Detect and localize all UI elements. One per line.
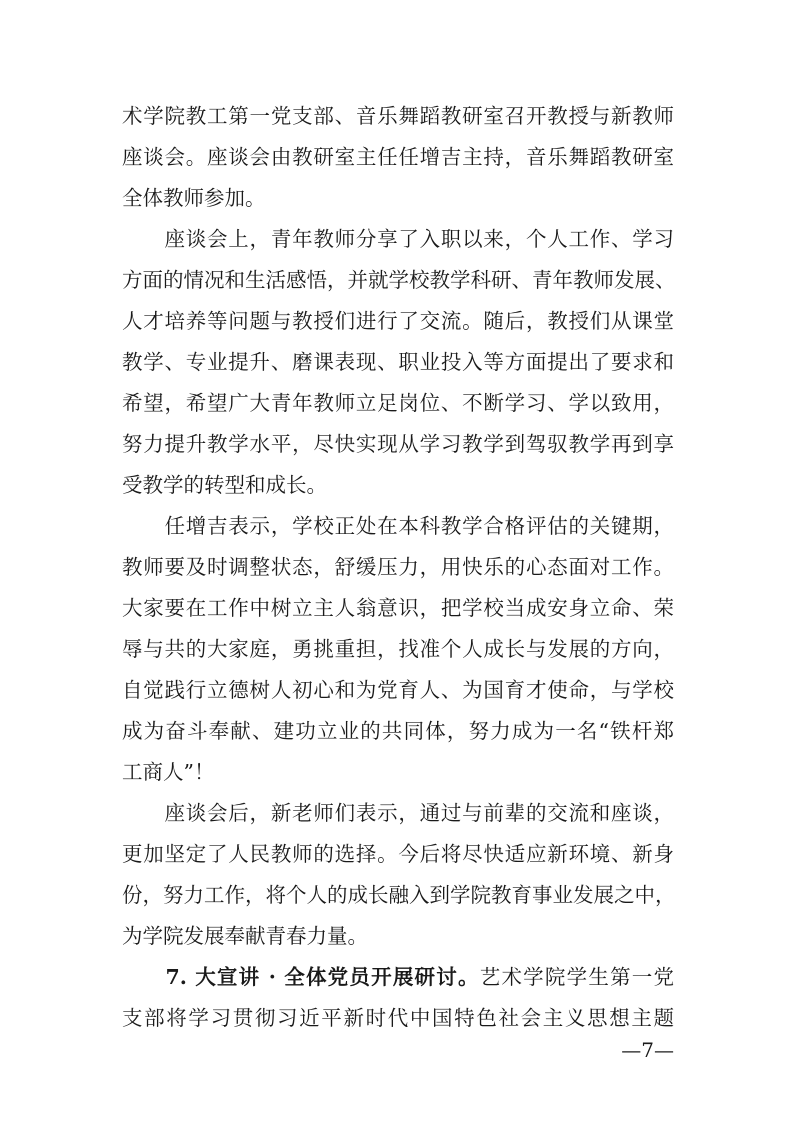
paragraph-line: 座谈会。座谈会由教研室主任任增吉主持，音乐舞蹈教研室 [122, 145, 674, 169]
paragraph-line: 支部将学习贯彻习近平新时代中国特色社会主义思想主题 [122, 1006, 674, 1030]
section-7-text: 艺术学院学生第一党 [479, 965, 675, 989]
paragraph-line: 自觉践行立德树人初心和为党育人、为国育才使命，与学校 [122, 678, 674, 702]
paragraph-line: 工商人”！ [122, 760, 215, 784]
paragraph-line: 成为奋斗奉献、建功立业的共同体，努力成为一名“铁杆郑 [122, 719, 674, 743]
section-7-line [122, 961, 674, 993]
paragraph-line: 受教学的转型和成长。 [122, 473, 327, 497]
paragraph-line: 全体教师参加。 [122, 186, 266, 210]
paragraph-line: 为学院发展奉献青春力量。 [122, 924, 368, 948]
paragraph-line: 人才培养等问题与教授们进行了交流。随后，教授们从课堂 [122, 309, 674, 333]
paragraph-line: 份，努力工作，将个人的成长融入到学院教育事业发展之中， [122, 883, 676, 907]
paragraph-line: 任增吉表示，学校正处在本科教学合格评估的关键期， [122, 514, 674, 538]
paragraph-line: 教师要及时调整状态，舒缓压力，用快乐的心态面对工作。 [122, 555, 674, 579]
paragraph-line: 教学、专业提升、磨课表现、职业投入等方面提出了要求和 [122, 350, 674, 374]
paragraph-line: 努力提升教学水平，尽快实现从学习教学到驾驭教学再到享 [122, 432, 674, 456]
paragraph-line: 辱与共的大家庭，勇挑重担，找准个人成长与发展的方向， [122, 637, 674, 661]
paragraph-line: 术学院教工第一党支部、音乐舞蹈教研室召开教授与新教师 [122, 104, 674, 128]
paragraph-line: 座谈会后，新老师们表示，通过与前辈的交流和座谈， [122, 801, 674, 825]
paragraph-line: 更加坚定了人民教师的选择。今后将尽快适应新环境、新身 [122, 842, 674, 866]
section-7-heading: 7. 大宣讲 · 全体党员开展研讨。 [122, 965, 480, 989]
paragraph-line: 座谈会上，青年教师分享了入职以来，个人工作、学习 [122, 227, 674, 251]
paragraph-line: 大家要在工作中树立主人翁意识，把学校当成安身立命、荣 [122, 596, 674, 620]
paragraph-line: 希望，希望广大青年教师立足岗位、不断学习、学以致用， [122, 391, 674, 415]
paragraph-line: 方面的情况和生活感悟，并就学校教学科研、青年教师发展、 [122, 268, 676, 292]
page-number: —7— [621, 1038, 674, 1062]
